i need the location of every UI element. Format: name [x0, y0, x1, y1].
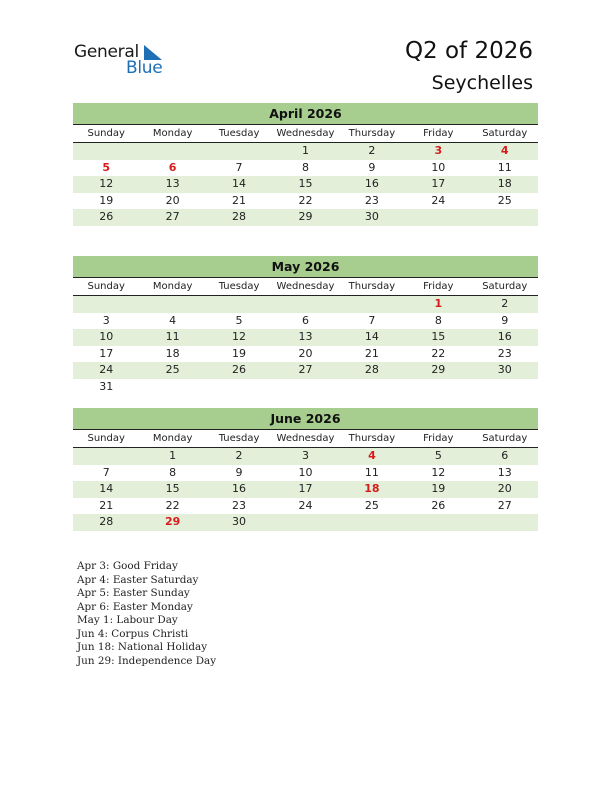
day-cell: [272, 514, 338, 531]
weekday-label: Friday: [423, 433, 454, 444]
day-cell: 26: [232, 363, 247, 377]
page-title: Q2 of 2026: [404, 38, 533, 64]
day-cell: 2: [235, 449, 243, 462]
day-cell: 11: [165, 330, 180, 344]
day-cell: 1: [169, 449, 177, 462]
week-row: [73, 313, 538, 330]
day-cell: 19: [232, 346, 247, 360]
day-cell: 30: [364, 210, 379, 224]
holiday-day-cell: 4: [368, 449, 376, 462]
holiday-note: Jun 4: Corpus Christi: [77, 627, 189, 640]
weekday-label: Tuesday: [218, 281, 260, 292]
week-row: [73, 448, 538, 465]
month-calendar-april: [73, 103, 538, 226]
day-cell: 12: [232, 330, 247, 344]
weekday-label: Friday: [423, 128, 454, 139]
day-cell: [73, 143, 139, 160]
day-cell: [206, 296, 272, 313]
holiday-note: May 1: Labour Day: [77, 614, 178, 626]
day-cell: [339, 514, 405, 531]
day-cell: 26: [99, 210, 114, 224]
weekday-label: Monday: [152, 281, 193, 292]
month-header: June 2026: [73, 408, 538, 430]
day-cell: 5: [235, 313, 243, 327]
weekday-label: Saturday: [482, 128, 528, 139]
day-cell: 11: [364, 465, 379, 479]
day-cell: 3: [301, 449, 309, 462]
day-cell: 6: [501, 449, 509, 462]
day-cell: 25: [165, 363, 180, 377]
day-cell: 21: [364, 346, 379, 360]
day-cell: 20: [497, 482, 512, 496]
day-cell: [73, 448, 139, 465]
day-cell: [206, 143, 272, 160]
week-row: [73, 481, 538, 498]
weekday-header-row: [73, 430, 538, 448]
logo-text-general: General: [74, 42, 139, 62]
day-cell: 10: [298, 465, 313, 479]
day-cell: 6: [301, 313, 309, 327]
holiday-day-cell: 5: [102, 160, 111, 174]
day-cell: 28: [99, 515, 114, 529]
day-cell: 23: [364, 193, 379, 207]
day-cell: 13: [165, 177, 180, 191]
week-row: [73, 346, 538, 363]
day-cell: 18: [165, 346, 180, 360]
day-cell: 29: [431, 363, 446, 377]
holiday-day-cell: 29: [164, 515, 181, 529]
day-cell: 13: [497, 465, 512, 479]
holiday-day-cell: 3: [434, 144, 443, 157]
week-row: [73, 193, 538, 210]
weekday-label: Saturday: [482, 433, 528, 444]
holiday-day-cell: 1: [434, 297, 443, 310]
weekday-label: Monday: [152, 433, 193, 444]
weekday-header-row: [73, 125, 538, 143]
day-cell: 12: [431, 465, 446, 479]
weekday-label: Sunday: [87, 281, 125, 292]
holiday-note: Jun 18: National Holiday: [77, 641, 208, 653]
day-cell: 19: [431, 482, 446, 496]
day-cell: 12: [99, 177, 114, 191]
day-cell: [73, 296, 139, 313]
day-cell: 17: [99, 346, 114, 360]
logo-text-blue: Blue: [126, 58, 163, 78]
day-cell: 14: [232, 177, 247, 191]
day-cell: 8: [434, 313, 442, 327]
holiday-note: Apr 6: Easter Monday: [77, 600, 193, 613]
day-cell: [272, 379, 338, 396]
weekday-label: Thursday: [348, 128, 396, 139]
weekday-header-row: [73, 278, 538, 296]
day-cell: 10: [99, 330, 114, 344]
day-cell: 23: [232, 498, 247, 512]
day-cell: 23: [497, 346, 512, 360]
day-cell: 30: [232, 515, 247, 529]
holiday-note: Jun 29: Independence Day: [77, 654, 217, 667]
day-cell: [405, 209, 471, 226]
day-cell: 9: [368, 160, 376, 174]
day-cell: 20: [165, 193, 180, 207]
day-cell: 17: [298, 482, 313, 496]
day-cell: [139, 379, 205, 396]
day-cell: 21: [232, 193, 247, 207]
day-cell: 2: [368, 144, 376, 157]
day-cell: [272, 296, 338, 313]
day-cell: 18: [497, 177, 512, 191]
day-cell: 28: [364, 363, 379, 377]
day-cell: 20: [298, 346, 313, 360]
week-row: [73, 379, 538, 396]
day-cell: 7: [235, 160, 243, 174]
month-calendar-june: [73, 408, 538, 531]
day-cell: 7: [368, 313, 376, 327]
day-cell: 17: [431, 177, 446, 191]
month-calendar-may: [73, 256, 538, 396]
month-header: May 2026: [73, 256, 538, 278]
day-cell: 3: [102, 313, 110, 327]
weekday-label: Monday: [152, 128, 193, 139]
day-cell: 24: [99, 363, 114, 377]
day-cell: 22: [165, 498, 180, 512]
day-cell: 5: [434, 449, 442, 462]
day-cell: 13: [298, 330, 313, 344]
holiday-note: Apr 5: Easter Sunday: [77, 587, 190, 599]
weekday-label: Sunday: [87, 433, 125, 444]
day-cell: 7: [102, 465, 110, 479]
day-cell: 28: [232, 210, 247, 224]
day-cell: 25: [497, 193, 512, 207]
weekday-label: Thursday: [348, 433, 396, 444]
holiday-day-cell: 4: [500, 144, 509, 157]
day-cell: [339, 379, 405, 396]
day-cell: 4: [169, 313, 177, 327]
day-cell: 14: [364, 330, 379, 344]
day-cell: 24: [298, 498, 313, 512]
week-row: [73, 329, 538, 346]
day-cell: 15: [165, 482, 180, 496]
day-cell: 16: [232, 482, 247, 496]
week-row: [73, 209, 538, 226]
week-row: [73, 143, 538, 160]
day-cell: 24: [431, 193, 446, 207]
day-cell: 16: [364, 177, 379, 191]
weekday-label: Wednesday: [276, 281, 335, 292]
week-row: [73, 498, 538, 515]
brand-logo: [74, 42, 174, 78]
day-cell: 30: [497, 363, 512, 377]
weekday-label: Friday: [423, 281, 454, 292]
day-cell: [472, 514, 538, 531]
day-cell: [472, 209, 538, 226]
weekday-label: Sunday: [87, 128, 125, 139]
day-cell: 27: [497, 498, 512, 512]
day-cell: 25: [364, 498, 379, 512]
day-cell: 2: [501, 297, 509, 310]
day-cell: [339, 296, 405, 313]
day-cell: 15: [298, 177, 313, 191]
day-cell: [206, 379, 272, 396]
weekday-label: Wednesday: [276, 433, 335, 444]
day-cell: 27: [165, 210, 180, 224]
weekday-label: Saturday: [482, 281, 528, 292]
day-cell: 11: [497, 160, 512, 174]
day-cell: 8: [301, 160, 309, 174]
day-cell: 27: [298, 363, 313, 377]
holiday-day-cell: 6: [168, 160, 177, 174]
weekday-label: Tuesday: [218, 128, 260, 139]
day-cell: 9: [501, 313, 509, 327]
weekday-label: Wednesday: [276, 128, 335, 139]
day-cell: [405, 379, 471, 396]
holiday-day-cell: 18: [364, 482, 380, 496]
day-cell: 19: [99, 193, 114, 207]
page-subtitle: Seychelles: [431, 72, 533, 94]
day-cell: 21: [99, 498, 114, 512]
day-cell: [405, 514, 471, 531]
day-cell: 29: [298, 210, 313, 224]
day-cell: [139, 296, 205, 313]
day-cell: 26: [431, 498, 446, 512]
day-cell: 1: [301, 144, 309, 157]
day-cell: 22: [298, 193, 313, 207]
week-row: [73, 160, 538, 177]
week-row: [73, 465, 538, 482]
day-cell: 8: [169, 465, 177, 479]
day-cell: 31: [99, 379, 114, 393]
week-row: [73, 514, 538, 531]
day-cell: 15: [431, 330, 446, 344]
holiday-notes: [77, 560, 216, 668]
month-header: April 2026: [73, 103, 538, 125]
week-row: [73, 176, 538, 193]
day-cell: [472, 379, 538, 396]
week-row: [73, 296, 538, 313]
holiday-note: Apr 4: Easter Saturday: [77, 573, 199, 586]
holiday-note: Apr 3: Good Friday: [77, 560, 178, 572]
day-cell: [139, 143, 205, 160]
weekday-label: Tuesday: [218, 433, 260, 444]
day-cell: 10: [431, 160, 446, 174]
day-cell: 16: [497, 330, 512, 344]
day-cell: 22: [431, 346, 446, 360]
weekday-label: Thursday: [348, 281, 396, 292]
week-row: [73, 362, 538, 379]
day-cell: 14: [99, 482, 114, 496]
day-cell: 9: [235, 465, 243, 479]
